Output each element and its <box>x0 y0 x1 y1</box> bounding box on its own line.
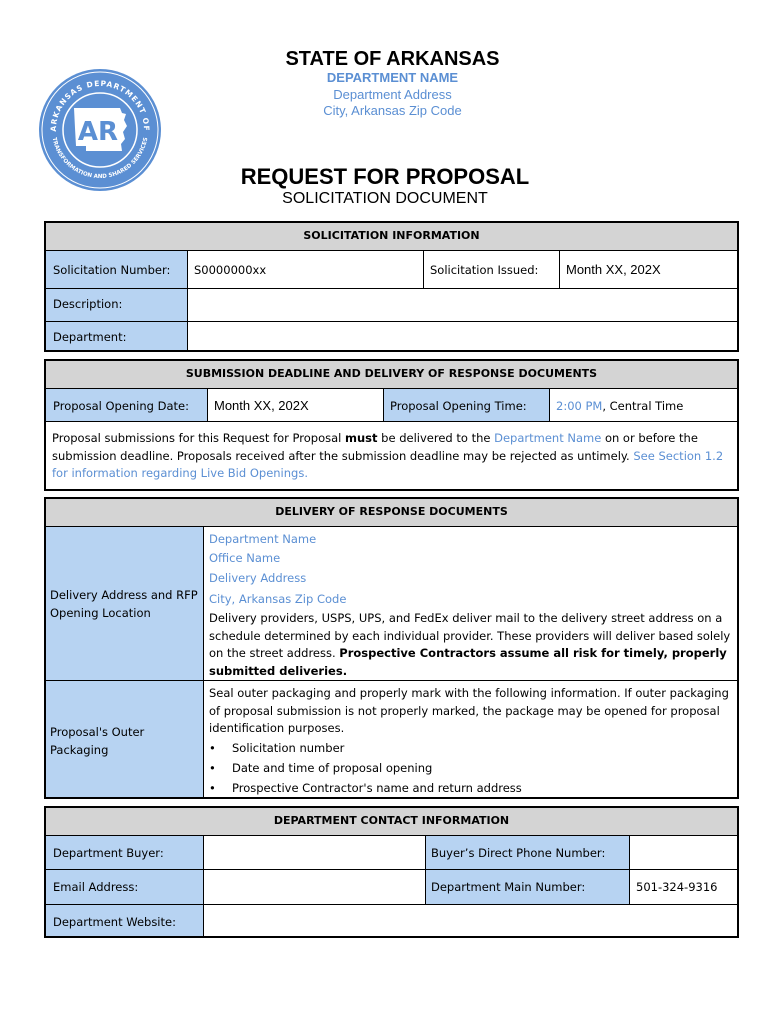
section-link[interactable]: See Section 1.2 for information regarding Live Bid Openings. <box>52 448 724 480</box>
department-name-link[interactable]: Department Name <box>494 431 602 445</box>
phone-label: Buyer’s Direct Phone Number: <box>431 846 606 860</box>
buyer-label: Department Buyer: <box>53 846 164 860</box>
department-city: City, Arkansas Zip Code <box>323 103 462 118</box>
svg-text:ARKANSAS DEPARTMENT OF: ARKANSAS DEPARTMENT OF <box>48 78 152 132</box>
opening-time-zone: , Central Time <box>602 399 684 413</box>
delivery-heading: DELIVERY OF RESPONSE DOCUMENTS <box>46 499 737 527</box>
submission-heading: SUBMISSION DEADLINE AND DELIVERY OF RESPONSE DOCUMENTS <box>46 361 737 389</box>
opening-time-value[interactable] <box>556 399 683 413</box>
submission-instructions: Proposal submissions for this Request for Proposal must be delivered to the Department Name on or before the submission deadline. Proposals received after the submission deadline may be rejected as untimely. See Section 1.2 for information regarding Live Bid Openings. <box>52 431 724 480</box>
submission-deadline-table <box>44 359 739 491</box>
solicitation-heading: SOLICITATION INFORMATION <box>46 223 737 251</box>
website-label: Department Website: <box>53 915 176 929</box>
department-name: DEPARTMENT NAME <box>326 70 459 85</box>
state-title: STATE OF ARKANSAS <box>285 48 500 70</box>
solicitation-number-value[interactable]: S0000000xx <box>194 263 267 277</box>
document-subtitle: SOLICITATION DOCUMENT <box>282 190 488 207</box>
opening-time-label: Proposal Opening Time: <box>390 399 527 413</box>
address-line-office: Office Name <box>209 551 281 565</box>
department-seal-logo <box>38 68 162 192</box>
description-label: Description: <box>53 297 123 311</box>
bullet-contractor-name: • Prospective Contractor's name and return address <box>232 781 522 795</box>
department-address: Department Address <box>333 87 452 102</box>
seal-center-text: AR <box>77 117 119 147</box>
contact-heading: DEPARTMENT CONTACT INFORMATION <box>46 808 737 836</box>
opening-time: 2:00 PM <box>556 399 603 413</box>
main-number-label: Department Main Number: <box>431 880 586 894</box>
solicitation-number-label: Solicitation Number: <box>53 263 171 277</box>
svg-text:TRANSFORMATION AND SHARED SERV: TRANSFORMATION AND SHARED SERVICES <box>50 136 150 181</box>
department-label: Department: <box>53 330 127 344</box>
contact-information-table <box>44 806 739 938</box>
bullet-solicitation-number: • Solicitation number <box>232 741 344 755</box>
solicitation-issued-value[interactable]: Month XX, 202X <box>566 262 661 277</box>
opening-date-label: Proposal Opening Date: <box>53 399 189 413</box>
address-line-street: Delivery Address <box>209 571 307 585</box>
address-line-department: Department Name <box>209 532 317 546</box>
document-title: REQUEST FOR PROPOSAL <box>240 164 530 189</box>
bullet-date-time: • Date and time of proposal opening <box>232 761 432 775</box>
delivery-address-label: Delivery Address and RFP Opening Location <box>50 588 198 620</box>
main-number-value[interactable]: 501-324-9316 <box>636 880 718 894</box>
solicitation-issued-label: Solicitation Issued: <box>430 263 539 277</box>
delivery-table <box>44 497 739 799</box>
packaging-label: Proposal's Outer Packaging <box>50 725 145 757</box>
address-line-city: City, Arkansas Zip Code <box>209 592 347 606</box>
packaging-text: Seal outer packaging and properly mark with the following information. If outer packaging of proposal submission is not properly marked, the package may be opened for proposal identification purposes. <box>209 686 729 735</box>
email-label: Email Address: <box>53 880 139 894</box>
delivery-providers-text: Delivery providers, USPS, UPS, and FedEx deliver mail to the delivery street address on a schedule determined by each individual provider. These providers will deliver based solely on the street address. Prospective Contractors assume all risk for timely, properly submitted deliveries. <box>209 611 731 678</box>
solicitation-information-table <box>44 221 739 352</box>
opening-date-value[interactable]: Month XX, 202X <box>214 398 309 413</box>
